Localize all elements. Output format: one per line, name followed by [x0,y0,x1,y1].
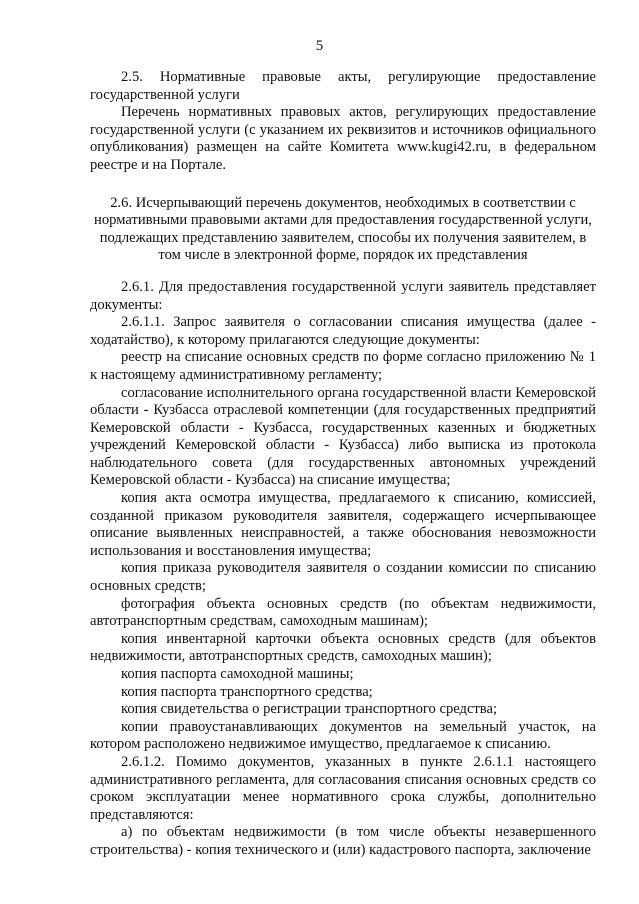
paragraph: а) по объектам недвижимости (в том числе объекты незавершенного строительства) - копия технического и (или) кадастрового паспорта, заключение [90,824,596,858]
paragraph: согласование исполнительного органа государственной власти Кемеровской области - Кузбасса отраслевой компетенции (для государственных предприятий Кемеровской области - Кузбасса, государственных казенных и бюджетных учреждений Кемеровской области - Кузбасса) либо выписка из протокола наблюдательного совета (для государственных автономных учреждений Кемеровской области - Кузбасса) на списание имущества; [90,384,596,489]
paragraph: 2.6.1.2. Помимо документов, указанных в пункте 2.6.1.1 настоящего административного регламента, для согласования списания основных средств со сроком эксплуатации менее нормативного срока службы, дополнительно представляются: [90,753,596,823]
paragraph: копия паспорта самоходной машины; [121,666,354,682]
paragraph: копия приказа руководителя заявителя о создании комиссии по списанию основных средств; [90,560,596,595]
paragraph: копии правоустанавливающих документов на земельный участок, на котором расположено недвижимое имущество, предлагаемое к списанию. [90,718,596,753]
paragraph: реестр на списание основных средств по форме согласно приложению № 1 к настоящему административному регламенту; [90,349,596,383]
section-2-6-heading: 2.6. Исчерпывающий перечень документов, необходимых в соответствии с нормативными правовыми актами для предоставления государственной услуги, подлежащих представлению заявителем, способы их получения заявителем, в том числе в электронной форме, порядок их представления [94,194,592,264]
paragraph: копия паспорта транспортного средства; [121,683,373,700]
paragraph: фотография объекта основных средств (по объектам недвижимости, автотранспортным средствам, самоходным машинам); [90,595,596,630]
paragraph: копия инвентарной карточки объекта основных средств (для объектов недвижимости, автотранспортных средств, самоходных машин); [90,630,596,665]
paragraph: копия свидетельства о регистрации транспортного средства; [121,701,498,718]
document-body [90,69,596,860]
paragraph: 2.6.1. Для предоставления государственной услуги заявитель представляет документы: [90,278,596,313]
page-number: 5 [315,38,324,54]
section-2-5-text: Перечень нормативных правовых актов, регулирующих предоставление государственной услуги (с указанием их реквизитов и источников официального опубликования) размещен на сайте Комитета www.kugi42.ru, в федеральном реестре и на Портале. [90,104,596,173]
paragraph: 2.6.1.1. Запрос заявителя о согласовании списания имущества (далее - ходатайство), к которому прилагаются следующие документы: [90,314,596,348]
paragraph: копия акта осмотра имущества, предлагаемого к списанию, комиссией, созданной приказом руководителя заявителя, содержащего исчерпывающее описание выявленных неисправностей, а также обоснования невозможности использования и восстановления имущества; [90,490,596,559]
section-2-5-heading: 2.5. Нормативные правовые акты, регулирующие предоставление государственной услуги [90,69,596,103]
